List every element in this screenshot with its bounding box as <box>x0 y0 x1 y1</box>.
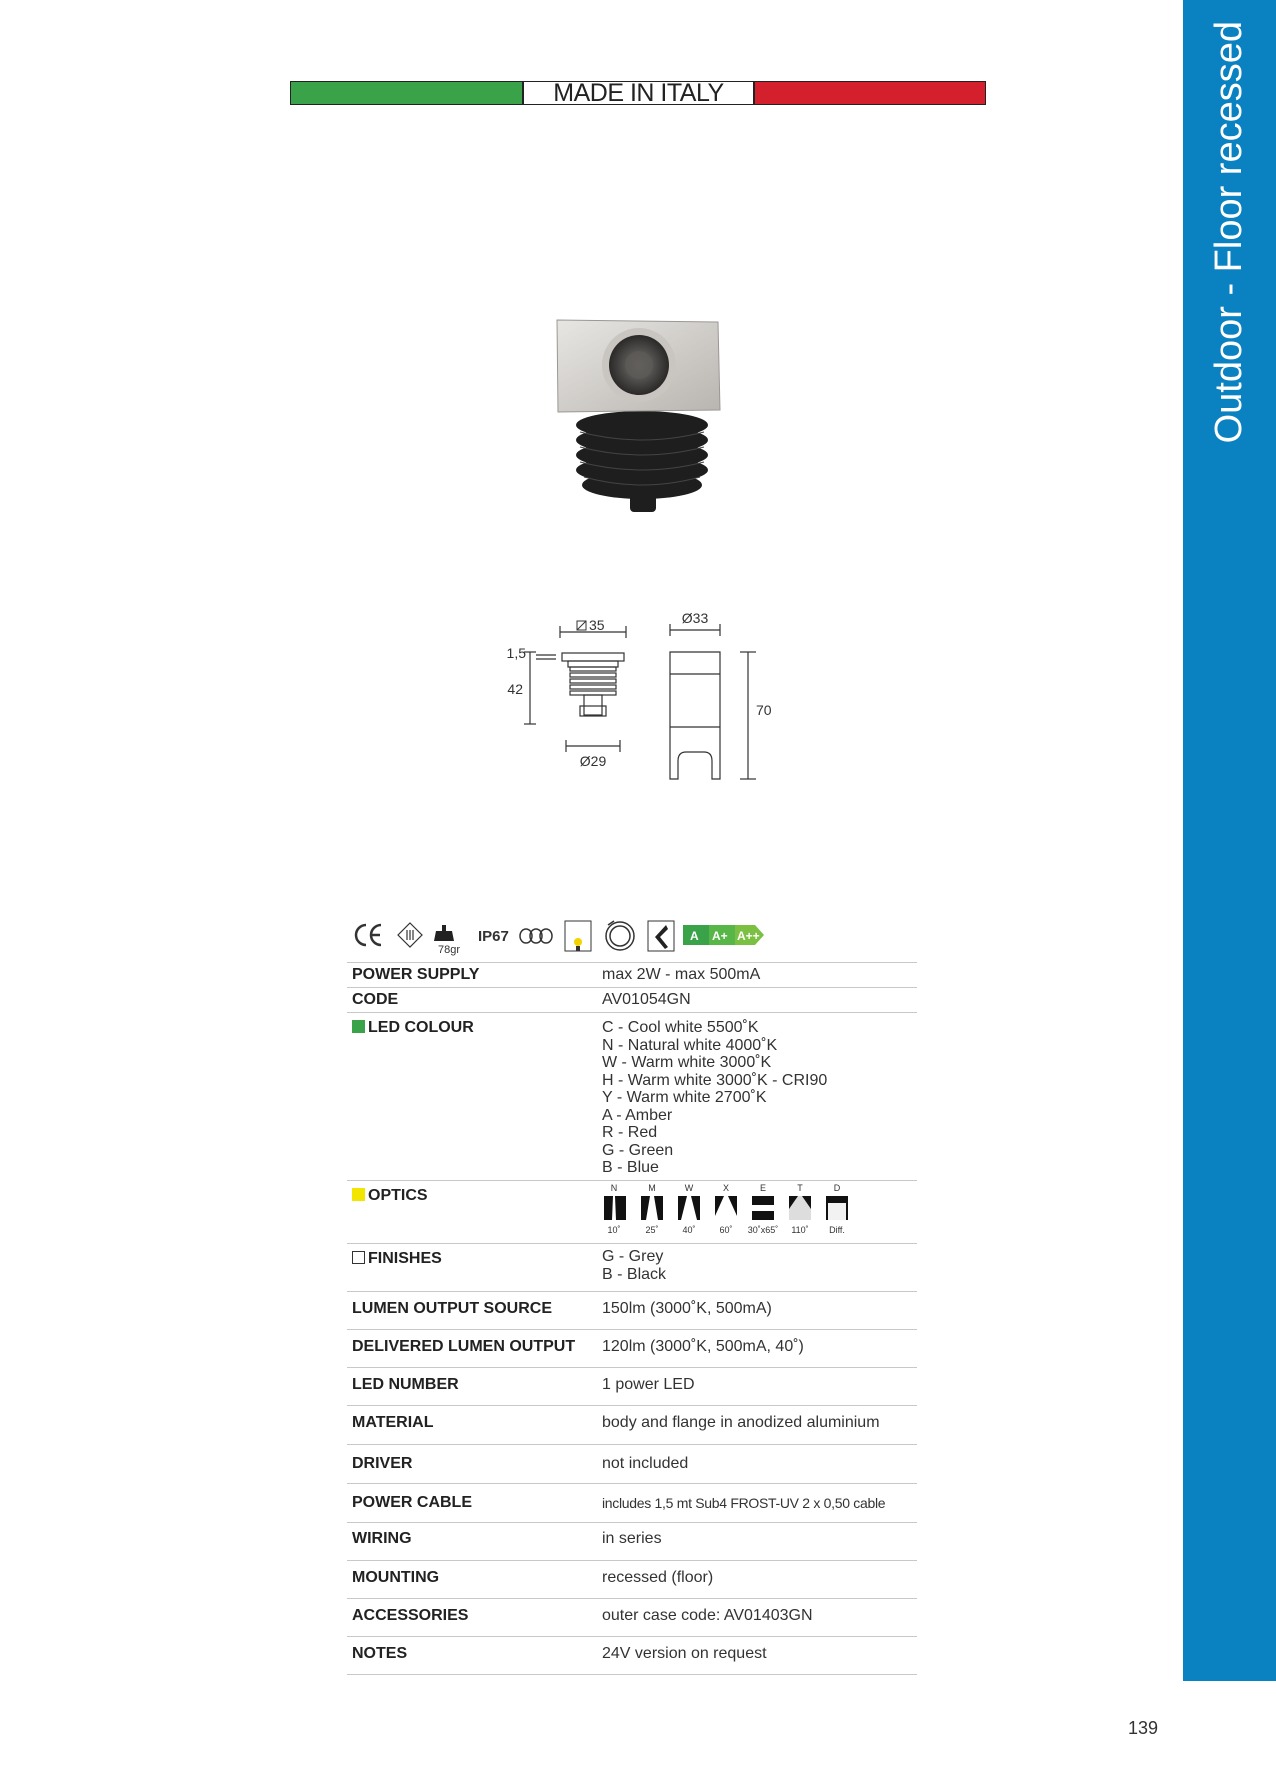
list-item: Y - Warm white 2700˚K <box>602 1089 767 1106</box>
spec-value: outer case code: AV01403GN <box>598 1599 917 1637</box>
ce-mark-icon <box>356 925 381 945</box>
optic-angle: 25˚ <box>645 1225 659 1235</box>
category-sidebar-title: Outdoor - Floor recessed <box>1208 21 1250 444</box>
optic-angle: 30˚x65˚ <box>747 1225 779 1235</box>
spec-row-mounting <box>347 1561 917 1599</box>
spec-value: in series <box>598 1523 917 1561</box>
made-in-italy-banner: MADE IN ITALY <box>523 81 754 105</box>
spec-value: 24V version on request <box>598 1637 917 1675</box>
flag-green-band <box>290 81 523 105</box>
list-item: G - Green <box>602 1141 674 1159</box>
spec-row-accessories <box>347 1599 917 1637</box>
optic-code: W <box>684 1183 694 1193</box>
spec-value: 1 power LED <box>598 1368 917 1406</box>
svg-text:A+: A+ <box>712 929 728 943</box>
case-diameter-dimension: Ø33 <box>681 610 709 626</box>
led-colour-swatch <box>352 1020 365 1033</box>
list-item: H - Warm white 3000˚K - CRI90 <box>602 1071 828 1089</box>
optic-angle: 110˚ <box>791 1225 809 1235</box>
technical-drawing <box>490 606 770 786</box>
spec-label: DRIVER <box>347 1445 598 1484</box>
spec-label: OPTICS <box>368 1187 428 1204</box>
list-item: A - Amber <box>602 1106 673 1124</box>
spec-value: not included <box>598 1445 917 1484</box>
optic-code: M <box>648 1183 656 1193</box>
product-photo <box>550 310 730 520</box>
optics-swatch <box>352 1188 365 1201</box>
spec-row-finishes <box>347 1244 917 1292</box>
case-height-dimension: 70 <box>756 702 772 718</box>
spec-row-led-number <box>347 1368 917 1406</box>
class-iii-icon <box>398 923 422 947</box>
floor-walk-icon <box>648 921 674 951</box>
optic-code: X <box>722 1183 730 1193</box>
rotation-icon <box>606 921 634 950</box>
optic-angle: 40˚ <box>682 1225 696 1235</box>
spec-label: WIRING <box>347 1523 598 1561</box>
ip-rating: IP67 <box>478 928 509 945</box>
driver-icon <box>520 929 552 943</box>
list-item: G - Grey <box>602 1248 664 1265</box>
list-item: B - Blue <box>602 1159 659 1176</box>
list-item: R - Red <box>602 1124 658 1141</box>
spec-row-code <box>347 988 917 1013</box>
spec-label: FINISHES <box>368 1250 442 1267</box>
optic-code: T <box>797 1183 803 1193</box>
energy-class-icon <box>683 925 764 945</box>
spec-label: POWER SUPPLY <box>347 963 598 988</box>
list-item: N - Natural white 4000˚K <box>602 1036 778 1054</box>
finishes-list <box>598 1244 917 1292</box>
spec-label-cell <box>347 1013 598 1181</box>
height-dimension: 42 <box>507 681 523 697</box>
spec-row-material <box>347 1406 917 1445</box>
optics-cell <box>598 1181 917 1244</box>
optic-code: N <box>610 1183 618 1193</box>
spec-label-cell <box>347 1181 598 1244</box>
list-item: C - Cool white 5500˚K <box>602 1019 759 1036</box>
spec-row-notes <box>347 1637 917 1675</box>
spec-row-delivered-lumen-output <box>347 1330 917 1368</box>
optic-angle: 60˚ <box>719 1225 733 1235</box>
finishes-swatch <box>352 1251 365 1264</box>
spec-label: NOTES <box>347 1637 598 1675</box>
spec-label: POWER CABLE <box>347 1484 598 1523</box>
spec-table <box>347 962 917 1675</box>
certification-icons <box>350 915 780 955</box>
svg-text:A: A <box>690 929 699 943</box>
optic-angle: 10˚ <box>607 1225 621 1235</box>
spec-value: recessed (floor) <box>598 1561 917 1599</box>
spec-row-power-supply <box>347 963 917 988</box>
led-colour-list <box>598 1013 917 1181</box>
weight-icon <box>434 925 454 941</box>
flange-thickness-dimension: 1,5 <box>506 645 526 661</box>
spec-label: DELIVERED LUMEN OUTPUT <box>347 1330 598 1368</box>
spec-label-cell <box>347 1244 598 1292</box>
spec-value: max 2W - max 500mA <box>598 963 917 988</box>
list-item: B - Black <box>602 1265 667 1283</box>
weight-label: 78gr <box>438 944 461 956</box>
lamp-icon <box>565 921 591 951</box>
flag-red-band <box>754 81 986 105</box>
spec-row-power-cable <box>347 1484 917 1523</box>
spec-value: 150lm (3000˚K, 500mA) <box>598 1292 917 1330</box>
spec-label: MATERIAL <box>347 1406 598 1445</box>
spec-value: body and flange in anodized aluminium <box>598 1406 917 1445</box>
optic-code: E <box>759 1183 767 1193</box>
spec-value: 120lm (3000˚K, 500mA, 40˚) <box>598 1330 917 1368</box>
body-diameter-dimension: Ø29 <box>579 753 607 769</box>
spec-row-led-colour <box>347 1013 917 1181</box>
optics-beam-diagram <box>602 1181 862 1241</box>
svg-text:A++: A++ <box>737 929 760 943</box>
page-number: 139 <box>1128 1718 1159 1738</box>
spec-label: CODE <box>347 988 598 1013</box>
spec-row-driver <box>347 1445 917 1484</box>
spec-value: AV01054GN <box>598 988 917 1013</box>
list-item: W - Warm white 3000˚K <box>602 1054 772 1071</box>
spec-value: includes 1,5 mt Sub4 FROST-UV 2 x 0,50 cable <box>598 1484 917 1523</box>
spec-row-wiring <box>347 1523 917 1561</box>
spec-label: LED COLOUR <box>368 1019 474 1036</box>
spec-label: LED NUMBER <box>347 1368 598 1406</box>
spec-row-lumen-output-source <box>347 1292 917 1330</box>
spec-label: ACCESSORIES <box>347 1599 598 1637</box>
spec-label: LUMEN OUTPUT SOURCE <box>347 1292 598 1330</box>
spec-label: MOUNTING <box>347 1561 598 1599</box>
optic-code: D <box>833 1183 841 1193</box>
flange-square-icon <box>577 621 586 630</box>
flange-dimension: 35 <box>589 617 605 633</box>
optic-angle: Diff. <box>829 1225 845 1235</box>
spec-row-optics <box>347 1181 917 1244</box>
